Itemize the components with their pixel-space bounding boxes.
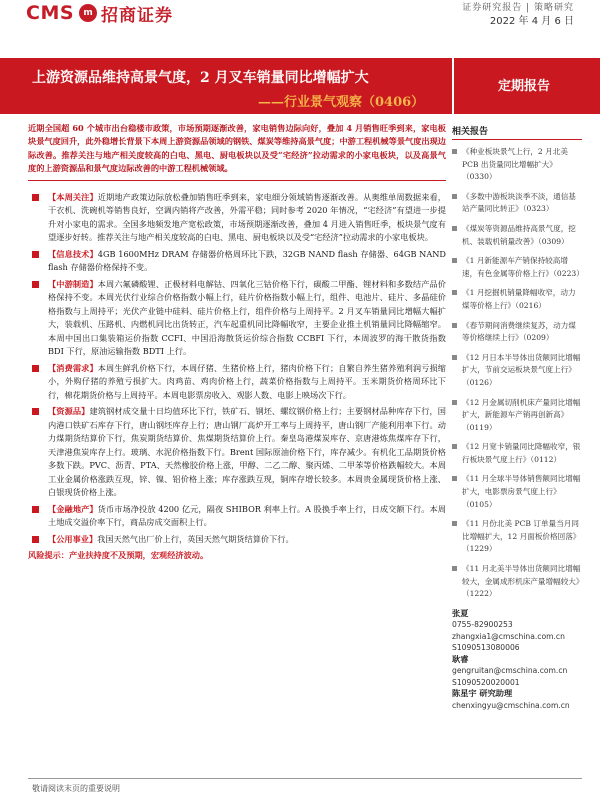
bullet-square-icon — [452, 226, 457, 231]
sidebar — [452, 122, 582, 711]
related-reports-heading: 相关报告 — [452, 124, 582, 140]
related-report-item[interactable] — [452, 320, 582, 345]
company-logo — [26, 0, 173, 26]
bullet-square-icon — [452, 521, 457, 526]
related-report-text: 《煤炭等资源品维持高景气度，挖机、装载机销量改善》（0309） — [462, 223, 576, 246]
section-text: 本周六氟磷酸锂、正极材料电解钴、四氧化三钴价格下行，碳酸二甲酯、锂材料和多数结产品价格保持不变。本周光伏行业综合价格指数小幅上行，硅片价格指数小幅上行，组件、电池片、硅片、多晶硅价格指数与上周持平；光伏产业链中硅料、硅片价格上行，组件价格与上周持平。2 月叉车销量同比增幅大幅扩大，装载机、压路机、内燃机同比出货转正，汽车起重机同比降幅收窄，主要企业推土机销量同比降幅缩窄。本周中国出口集装箱运价指数 CCFI、中国沿海散货运价综合指数 CCBFI 下行，本周波罗的海干散货指数 BDI 下行，原油运输指数 BDTI 上行。 — [48, 278, 446, 357]
related-report-text: 《11 月北美半导体出货额同比增幅较大，金属成形机床产量增幅较大》（1222） — [462, 564, 581, 599]
report-title: 上游资源品维持高景气度，2 月叉车销量同比增幅扩大 — [32, 70, 369, 86]
report-tag: 定期报告 — [497, 79, 550, 94]
related-report-item[interactable] — [452, 287, 582, 312]
related-report-item[interactable] — [452, 563, 582, 601]
bullet-square-icon — [32, 506, 39, 513]
related-report-item[interactable] — [452, 441, 582, 466]
bullet-square-icon — [32, 536, 39, 543]
section-text: 4GB 1600MHz DRAM 存储器价格周环比下跌，32GB NAND flash 存储器、64GB NAND flash 存储器价格保持不变。 — [48, 248, 446, 273]
main-content — [28, 122, 446, 562]
section-text: 本周生鲜乳价格下行，本周仔猪、生猪价格上行，猪肉价格下行；自繁自养生猪养殖利润亏损缩小，外购仔猪的养殖亏损扩大。肉鸡苗、鸡肉价格上行，蔬菜价格指数与上周持平。玉米期货价格周环比下行，棉花期货价格与上周持平。本周电影票房收入、观影人数、电影上映场次下行。 — [48, 362, 446, 400]
page-header — [0, 0, 600, 56]
title-banner — [0, 58, 600, 114]
summary-divider — [28, 180, 446, 181]
analyst-email[interactable]: zhangxia1@cmschina.com.cn — [452, 631, 565, 641]
report-subtitle: ——行业景气观察（0406） — [258, 95, 425, 110]
related-report-item[interactable] — [452, 255, 582, 280]
bullet-square-icon — [452, 566, 457, 571]
section-text: 我国天然气出厂价上行，英国天然气期货结算价下行。 — [97, 533, 294, 544]
bullet-square-icon — [32, 281, 39, 288]
section-finance — [28, 503, 446, 530]
analyst-cert: S1090513080006 — [452, 643, 520, 653]
analyst-email[interactable]: chenxingyu@cmschina.com.cn — [452, 700, 570, 710]
section-text: 建筑钢材成交量十日均值环比下行，铁矿石、钢坯、螺纹钢价格上行；主要钢材品种库存下行，国内港口铁矿石库存下行，唐山钢坯库存上行；唐山钢厂高炉开工率与上周持平，唐山钢厂产能利用率下行。动力煤期货结算价下行，焦炭期货结算价、焦煤期货结算价上行。秦皇岛港煤炭库存、京唐港炼焦煤库存下行，天津港焦炭库存上行。玻璃、水泥价格指数下行。Brent 国际原油价格下行，库存减少。有机化工品期货价格多数下跌。PVC、沥青、PTA、天然橡胶价格上涨，甲醇、二乙二醇、聚丙烯、二甲苯等价格跌幅较大。本周工业金属价格涨跌互现，锌、镍、铝价格上涨；库存涨跌互现，铜库存增长较多。本周贵金属现货价格上涨、白银现货价格上涨。 — [48, 406, 446, 498]
bullet-square-icon — [452, 149, 457, 154]
section-resources — [28, 405, 446, 500]
bullet-square-icon — [32, 194, 39, 201]
related-report-text: 《12 月金属切削机床产量同比增幅扩大，新能源车产销再创新高》（0119） — [462, 397, 581, 432]
section-category: 【本周关注】 — [48, 191, 98, 202]
related-report-item[interactable] — [452, 352, 582, 390]
bullet-square-icon — [452, 258, 457, 263]
section-category: 【公用事业】 — [48, 533, 98, 544]
section-category: 【金融地产】 — [48, 503, 98, 514]
section-text: 近期地产政策边际放松叠加销售旺季到来，家电细分领域销售逐渐改善。从奥维单周数据来看，干衣机、洗碗机等销售良好，空调内销将产改善，外需平稳；同时参考 2020 年情况，“宅经济”有望进一步提升对小家电的需求。全国多地频发地产宽松政策，市场预期逐渐改善，叠加 4 月进入销售旺季，板块景气度有望逐步好转。推荐关注与地产相关度较高的白电、黑电、厨电板块以及受“宅经济”拉动需求的小家电板块。 — [48, 191, 446, 243]
report-tag-box — [452, 58, 600, 114]
analyst-block-2 — [452, 654, 582, 689]
report-date: 2022 年 4 月 6 日 — [489, 16, 574, 27]
document-type: 证券研究报告 | 策略研究 — [462, 3, 574, 13]
related-report-item[interactable] — [452, 191, 582, 216]
related-report-item[interactable] — [452, 146, 582, 184]
related-report-text: 《多数中游板块淡季不淡，通信基站产量同比转正》（0323） — [462, 191, 576, 214]
bullet-square-icon — [452, 476, 457, 481]
analyst-phone: 0755-82900253 — [452, 620, 513, 630]
related-report-item[interactable] — [452, 518, 582, 556]
related-report-text: 《1 月挖掘机销量降幅收窄，动力煤等价格上行》（0216） — [462, 288, 576, 310]
section-midstream — [28, 278, 446, 359]
related-report-text: 《11 月份北美 PCB 订单量当月同比增幅扩大，12 月面板价格回落》（1229） — [462, 519, 581, 554]
section-consumer — [28, 362, 446, 403]
bullet-square-icon — [32, 251, 39, 258]
section-utilities — [28, 533, 446, 547]
related-report-text: 《种业板块景气上行，2 月北美 PCB 出货量同比增幅扩大》（0330） — [462, 147, 568, 182]
bullet-square-icon — [452, 194, 457, 199]
analyst-name: 耿睿 — [452, 653, 469, 664]
related-report-item[interactable] — [452, 223, 582, 248]
related-report-text: 《11 月全球半导体销售额同比增幅扩大，电影票房景气度上行》（0105） — [462, 474, 581, 509]
related-report-item[interactable] — [452, 473, 582, 511]
bullet-square-icon — [452, 444, 457, 449]
section-it — [28, 248, 446, 275]
analyst-cert: S1090520020001 — [452, 677, 520, 687]
analyst-name: 陈星宇 研究助理 — [452, 688, 513, 699]
section-category: 【中游制造】 — [48, 278, 98, 289]
bullet-square-icon — [452, 323, 457, 328]
section-text: 货币市场净投放 4200 亿元，隔夜 SHIBOR 利率上行。A 股换手率上行，日成交额下行。本周土地成交溢价率下行，商品房成交面积上行。 — [48, 503, 446, 528]
analyst-name: 张夏 — [452, 607, 469, 618]
related-report-item[interactable] — [452, 397, 582, 435]
section-focus — [28, 191, 446, 245]
analyst-email[interactable]: gengruitan@cmschina.com.cn — [452, 666, 568, 676]
related-report-text: 《春节期间消费继续复苏，动力煤等价格继续上行》（0209） — [462, 320, 576, 343]
section-category: 【信息技术】 — [48, 248, 98, 259]
bullet-square-icon — [452, 400, 457, 405]
related-report-text: 《1 月新能源车产销保持较高增速，有色金属等价格上行》（0223） — [462, 256, 584, 278]
logo-mark-icon: m — [79, 4, 97, 22]
risk-warning: 风险提示：产业扶持度不及预期，宏观经济波动。 — [28, 550, 209, 561]
analyst-block-3 — [452, 688, 582, 711]
footer-divider — [28, 778, 582, 779]
bullet-square-icon — [32, 408, 39, 415]
related-report-text: 《12 月宽卡销量同比降幅收窄，银行板块景气度上行》（0112） — [462, 442, 581, 464]
bullet-square-icon — [452, 290, 457, 295]
logo-text-en: CMS — [26, 2, 75, 24]
section-category: 【消费需求】 — [48, 362, 98, 373]
related-report-text: 《12 月日本半导体出货额同比增幅扩大，节前交运板块景气度上行》（0126） — [462, 352, 581, 387]
bullet-square-icon — [32, 365, 39, 372]
summary-paragraph: 近期全国超 60 个城市出台稳楼市政策，市场预期逐渐改善，家电销售边际向好，叠加 4 月销售旺季到来，家电板块景气度回升，此外稳增长背景下本周上游资源品领域的钢铁、煤炭等维持高景气度；中游工程机械等景气度出现边际改善。推荐关注与地产相关度较高的白电、黑电、厨电板块以及受“宅经济”拉动需求的小家电板块，以及高景气度的上游资源品和景气度边际改善的中游工程机械领域。 — [28, 123, 446, 174]
bullet-square-icon — [452, 355, 457, 360]
footer-note: 敬请阅读末页的重要说明 — [32, 784, 120, 793]
logo-text-cn: 招商证券 — [101, 5, 174, 26]
analyst-block-1 — [452, 608, 582, 654]
section-category: 【资源品】 — [48, 406, 90, 417]
